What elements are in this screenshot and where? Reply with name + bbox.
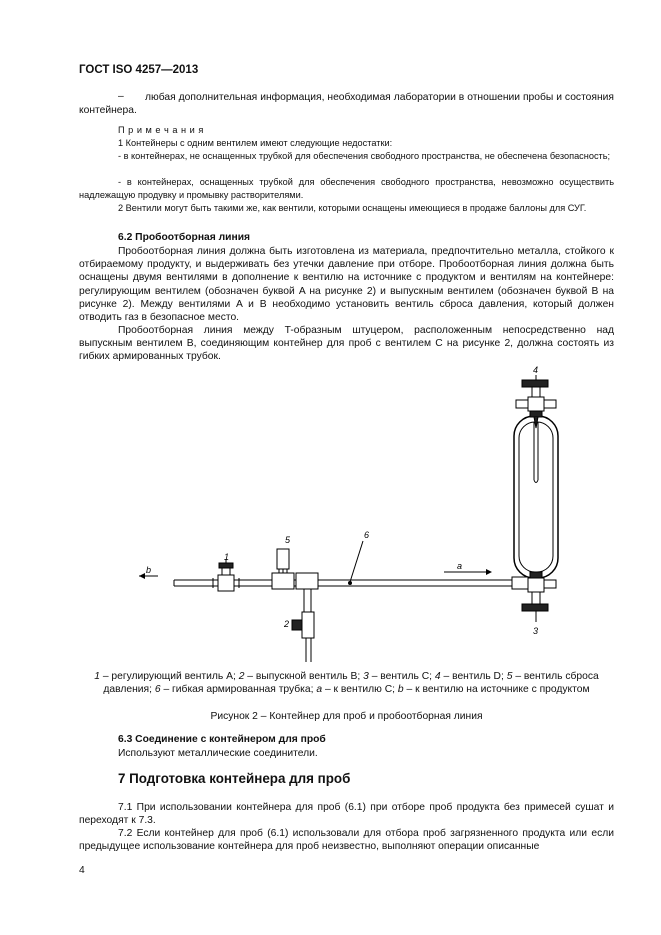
figure-title: Рисунок 2 – Контейнер для проб и пробоотборная линия (210, 711, 483, 722)
label-1: 1 (224, 552, 230, 562)
legend-text-3: – вентиль C; (368, 671, 435, 682)
section-6-2-paragraph-2: Пробоотборная линия между T-образным штуцером, расположенным непосредственно над выпускным вентилем B, соединяющим контейнер для проб с вентилем C на рисунке 2, должна состоять из гибких армированных трубок. (79, 325, 614, 363)
section-7-heading: 7 Подготовка контейнера для проб (118, 771, 351, 786)
legend-num-3: 3 (363, 671, 369, 682)
legend-num-4: 4 (434, 671, 441, 682)
legend-letter-b: b (397, 684, 404, 696)
legend-text-1: – регулирующий вентиль A; (99, 671, 239, 682)
bullet-dash: – (118, 91, 124, 102)
legend-num-2: 2 (238, 671, 245, 682)
section-6-3-text: Используют металлические соединители. (118, 748, 318, 759)
page-number: 4 (79, 865, 85, 876)
legend-num-5: 5 (506, 671, 513, 682)
label-a: a (457, 561, 463, 571)
figure-legend (79, 670, 614, 696)
valve-a-body (218, 575, 234, 591)
label-6: 6 (364, 530, 370, 540)
legend-text-6: – гибкая армированная трубка; (160, 684, 317, 696)
section-6-2-heading: 6.2 Пробоотборная линия (118, 232, 251, 243)
hose-joint (348, 581, 352, 585)
sample-container (514, 416, 558, 578)
leader-6 (350, 541, 363, 582)
section-7-2: 7.2 Если контейнер для проб (6.1) использовали для отбора проб загрязненного продукта или если предыдущее использование контейнера для проб неизвестно, выполняют операции описанные (79, 828, 614, 853)
note-1b: - в контейнерах, оснащенных трубкой для обеспечения свободного пространства, невозможно осуществить надлежащую продувку и промывку растворителями. (79, 177, 614, 200)
legend-text-2: – выпускной вентиль B; (244, 671, 364, 682)
legend-text-4: – вентиль D; (440, 671, 507, 682)
section-6-3-heading: 6.3 Соединение с контейнером для проб (118, 734, 326, 745)
valve-d-handle (522, 380, 548, 387)
label-3: 3 (533, 626, 539, 636)
valve-d-body (528, 397, 544, 411)
legend-text-b: – к вентилю на источнике с продуктом (403, 684, 590, 696)
legend-num-6: 6 (154, 684, 161, 696)
note-1a: - в контейнерах, не оснащенных трубкой для обеспечения свободного пространства, не обеспечена безопасность; (118, 151, 611, 161)
note-1: 1 Контейнеры с одним вентилем имеют следующие недостатки: (118, 138, 393, 148)
bullet-text: любая дополнительная информация, необходимая лаборатории в отношении пробы и состояния контейнера. (79, 92, 614, 117)
valve-b-body (302, 612, 314, 638)
label-5: 5 (285, 535, 291, 545)
t-fitting (296, 573, 318, 589)
legend-letter-a: a (316, 684, 323, 696)
arrow-a-head (486, 569, 492, 575)
legend-num-1: 1 (94, 671, 100, 682)
arrow-b-head (139, 573, 145, 579)
legend-text-a: – к вентилю C; (322, 684, 398, 696)
valve-a-stem (222, 568, 230, 575)
section-7-1: 7.1 При использовании контейнера для проб (6.1) при отборе проб продукта без примесей сушат и переходят к 7.3. (79, 802, 614, 827)
valve-b-handle (292, 620, 302, 630)
note-2: 2 Вентили могут быть такими же, как вентили, которыми оснащены имеющиеся в продаже баллоны для СУГ. (118, 203, 587, 213)
valve-c-body (528, 578, 544, 592)
valve-a-handle (219, 563, 233, 568)
label-b: b (146, 565, 152, 575)
relief-valve-base (272, 573, 294, 589)
legend-text-5: – вентиль сброса давления; (103, 671, 599, 696)
document-header: ГОСТ ISO 4257—2013 (79, 64, 199, 76)
label-2: 2 (284, 619, 290, 629)
notes-title: П р и м е ч а н и я (118, 125, 204, 135)
label-4: 4 (533, 365, 539, 375)
valve-c-handle (522, 604, 548, 611)
relief-valve-body (277, 549, 289, 569)
section-6-2-paragraph-1: Пробоотборная линия должна быть изготовлена из материала, предпочтительно металла, стойкого к отбираемому продукту, и выдерживать без утечки давление при отборе. Пробоотборная линия должна быть оснащены двумя вентилями в дополнение к вентилю на источнике с продуктом и вентилям на контейнере: регулирующим вентилем (обозначен буквой A на рисунке 2) и выпускным вентилем (обозначен буквой B на рисунке 2). Между вентилями A и B необходимо установить вентиль сброса давления, который должен отводить газ в безопасное место. (79, 246, 614, 324)
